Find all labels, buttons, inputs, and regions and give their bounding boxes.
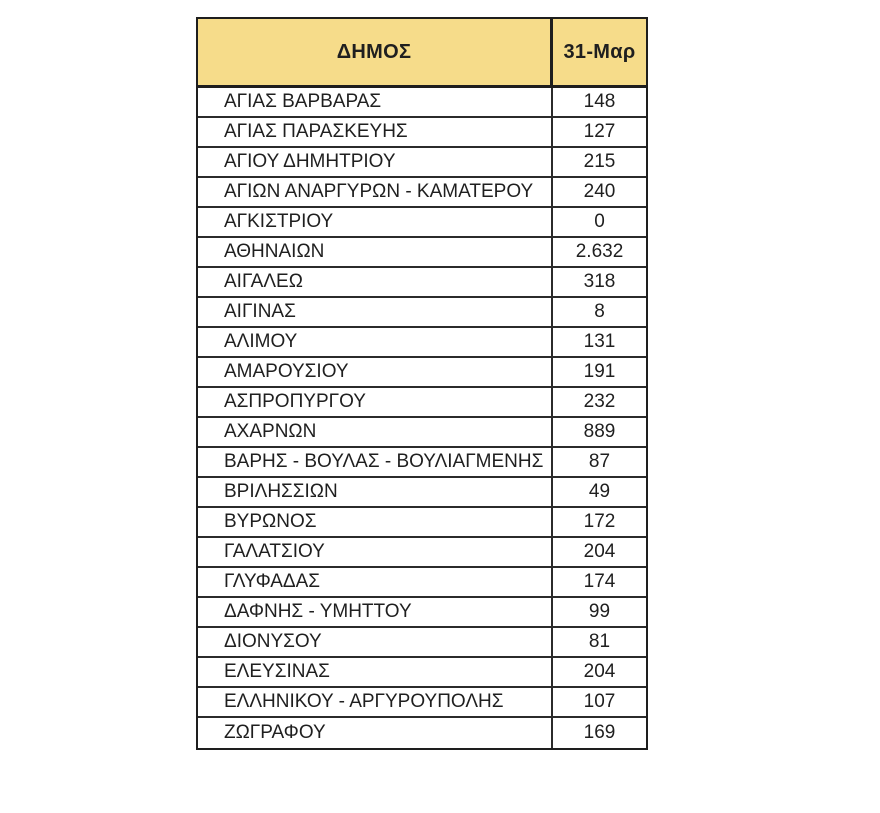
table-row [198,118,646,148]
value-cell: 172 [583,511,616,532]
municipality-name-cell: ΑΓΙΟΥ ΔΗΜΗΤΡΙΟΥ [198,148,553,176]
header-cell-municipality: ΔΗΜΟΣ [198,19,553,85]
municipality-name-cell: ΑΘΗΝΑΙΩΝ [198,238,553,266]
table-row [198,388,646,418]
table-row [198,628,646,658]
value-cell: 49 [588,481,611,502]
municipality-name-cell: ΑΙΓΑΛΕΩ [198,268,553,296]
header-cell-date: 31-Μαρ [563,40,636,63]
municipality-name-cell: ΒΥΡΩΝΟΣ [198,508,553,536]
municipality-name-cell: ΓΑΛΑΤΣΙΟΥ [198,538,553,566]
value-cell: 107 [583,691,616,712]
value-cell: 87 [588,451,611,472]
table-header-row [198,19,646,88]
value-cell: 131 [583,331,616,352]
value-cell: 889 [583,421,616,442]
municipality-name-cell: ΕΛΛΗΝΙΚΟΥ - ΑΡΓΥΡΟΥΠΟΛΗΣ [198,688,553,716]
municipality-name-cell: ΑΧΑΡΝΩΝ [198,418,553,446]
municipality-name-cell: ΕΛΕΥΣΙΝΑΣ [198,658,553,686]
value-cell: 240 [583,181,616,202]
municipality-name-cell: ΖΩΓΡΑΦΟΥ [198,718,553,748]
value-cell: 8 [594,301,605,322]
municipality-name-cell: ΒΑΡΗΣ - ΒΟΥΛΑΣ - ΒΟΥΛΙΑΓΜΕΝΗΣ [198,448,553,476]
value-cell: 127 [583,121,616,142]
table-row [198,448,646,478]
table-row [198,718,646,748]
table-row [198,538,646,568]
table-row [198,658,646,688]
table-row [198,298,646,328]
value-cell: 0 [594,211,605,232]
value-cell: 215 [583,151,616,172]
table-row [198,238,646,268]
table-row [198,358,646,388]
table-row [198,178,646,208]
municipality-name-cell: ΑΓΚΙΣΤΡΙΟΥ [198,208,553,236]
municipality-name-cell: ΔΑΦΝΗΣ - ΥΜΗΤΤΟΥ [198,598,553,626]
table-row [198,418,646,448]
table-row [198,568,646,598]
table-row [198,88,646,118]
value-cell: 169 [583,722,616,743]
table-row [198,598,646,628]
municipality-name-cell: ΑΣΠΡΟΠΥΡΓΟΥ [198,388,553,416]
table-row [198,478,646,508]
value-cell: 174 [583,571,616,592]
municipality-name-cell: ΑΛΙΜΟΥ [198,328,553,356]
value-cell: 204 [583,661,616,682]
municipality-name-cell: ΑΓΙΩΝ ΑΝΑΡΓΥΡΩΝ - ΚΑΜΑΤΕΡΟΥ [198,178,553,206]
municipality-table [196,17,648,750]
table-row [198,268,646,298]
table-row [198,148,646,178]
value-cell: 318 [583,271,616,292]
municipality-name-cell: ΑΙΓΙΝΑΣ [198,298,553,326]
value-cell: 232 [583,391,616,412]
table-body [198,88,646,748]
table-row [198,508,646,538]
municipality-name-cell: ΔΙΟΝΥΣΟΥ [198,628,553,656]
table-row [198,208,646,238]
municipality-name-cell: ΑΓΙΑΣ ΒΑΡΒΑΡΑΣ [198,88,553,116]
municipality-name-cell: ΑΜΑΡΟΥΣΙΟΥ [198,358,553,386]
municipality-name-cell: ΒΡΙΛΗΣΣΙΩΝ [198,478,553,506]
municipality-name-cell: ΓΛΥΦΑΔΑΣ [198,568,553,596]
value-cell: 2.632 [575,241,624,262]
table-row [198,688,646,718]
municipality-name-cell: ΑΓΙΑΣ ΠΑΡΑΣΚΕΥΗΣ [198,118,553,146]
value-cell: 99 [588,601,611,622]
value-cell: 191 [583,361,616,382]
table-row [198,328,646,358]
value-cell: 148 [583,91,616,112]
value-cell: 81 [588,631,611,652]
value-cell: 204 [583,541,616,562]
